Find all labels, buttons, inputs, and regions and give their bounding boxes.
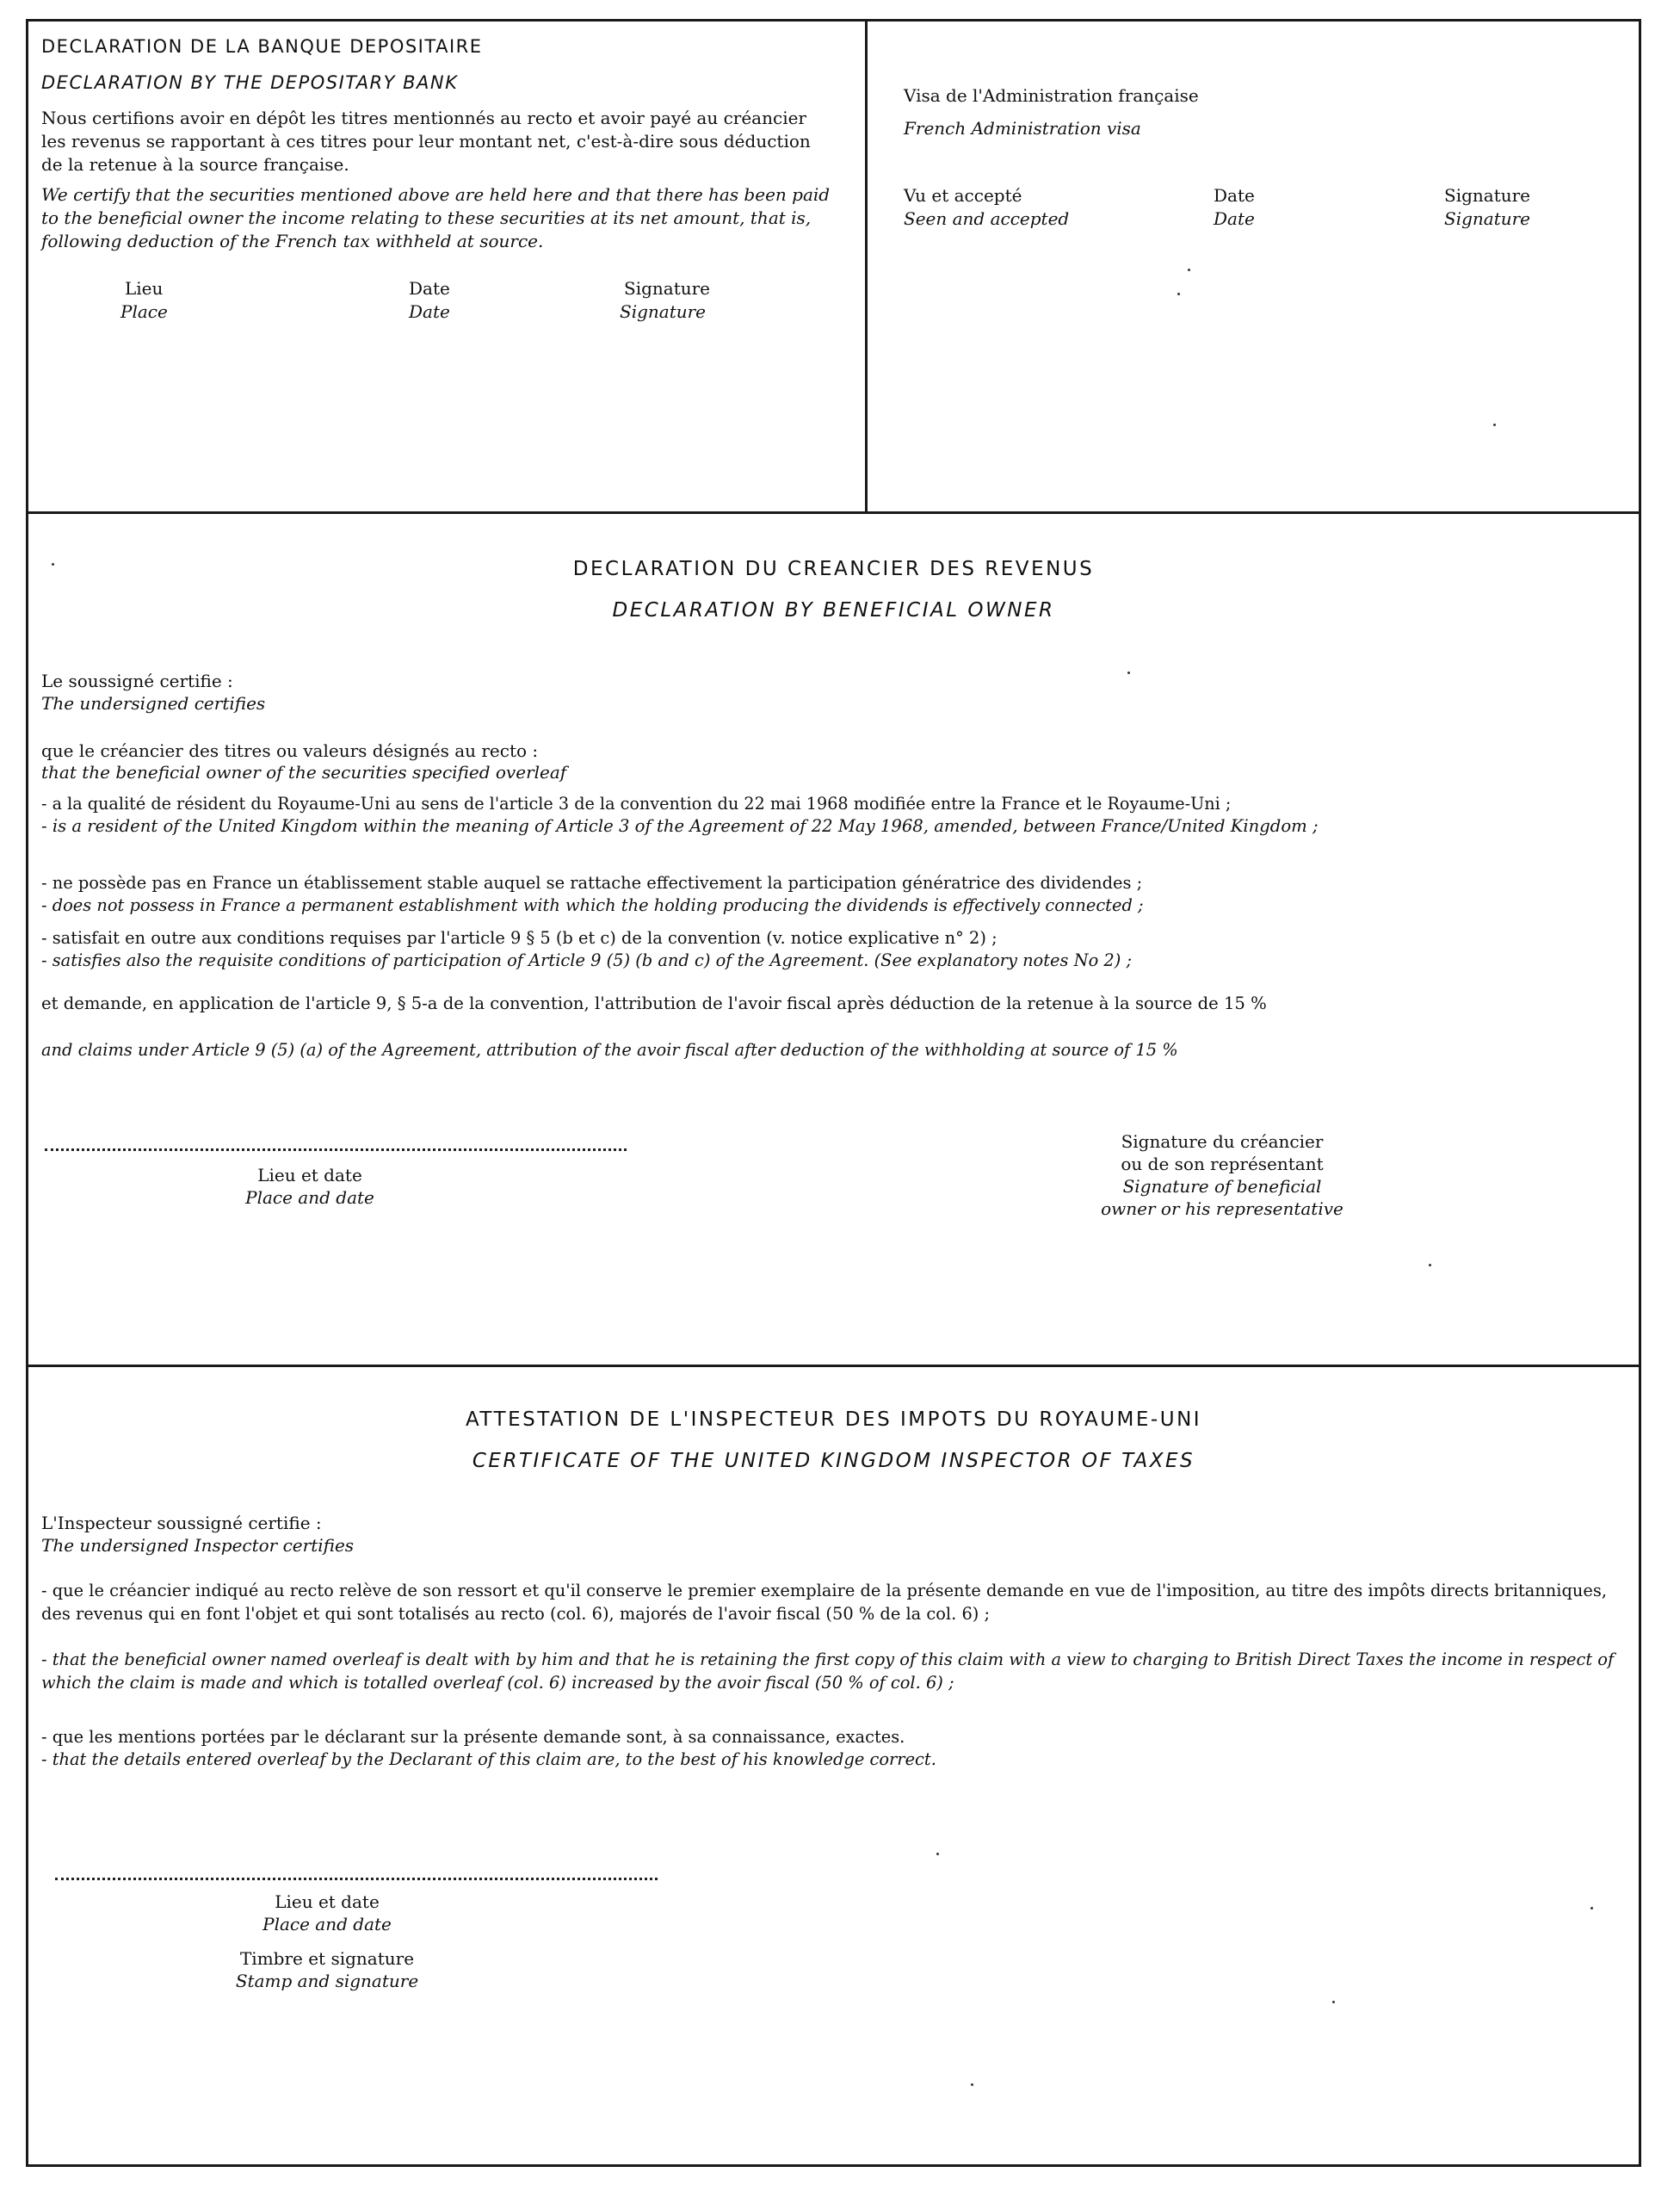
owner-signature-label-fr-1: Signature du créancier [1121, 1131, 1324, 1152]
owner-place-date-line [45, 1148, 627, 1151]
inspector-title-fr: ATTESTATION DE L'INSPECTEUR DES IMPOTS DU ROYAUME-UNI [465, 1408, 1202, 1431]
owner-establishment-clause-en: - does not possess in France a permanent establishment with which the holding producing the dividends is effectively connected ; [41, 895, 1144, 915]
visa-signature-label-fr: Signature [1444, 185, 1531, 206]
section-divider-middle [26, 1365, 1641, 1367]
visa-date-label-fr: Date [1214, 185, 1255, 206]
form-frame [26, 19, 1641, 2167]
owner-title-fr: DECLARATION DU CREANCIER DES REVENUS [572, 558, 1095, 580]
owner-certifies-fr: Le soussigné certifie : [41, 671, 233, 691]
inspector-accuracy-clause-fr: - que les mentions portées par le déclarant sur la présente demande sont, à sa connaissance, exactes. [41, 1727, 905, 1747]
bank-statement-en: We certify that the securities mentioned above are held here and that there has been paid to the beneficial owner the income relating to these securities at its net amount, that is, following deduction of the French tax withheld at source. [41, 184, 831, 251]
visa-date-label-en: Date [1214, 208, 1255, 229]
owner-certifies-en: The undersigned certifies [41, 693, 266, 714]
bank-place-label-en: Place [120, 301, 168, 322]
visa-seen-label-fr: Vu et accepté [904, 185, 1022, 206]
scan-speck [52, 563, 54, 566]
bank-signature-label-fr: Signature [624, 278, 711, 299]
inspector-certifies-fr: L'Inspecteur soussigné certifie : [41, 1513, 322, 1533]
scan-speck [1493, 424, 1496, 426]
inspector-certifies-en: The undersigned Inspector certifies [41, 1535, 355, 1556]
bank-signature-label-en: Signature [620, 301, 707, 322]
inspector-accuracy-clause-en: - that the details entered overleaf by the Declarant of this claim are, to the best of his knowledge correct. [41, 1749, 936, 1769]
scan-speck [1590, 1907, 1593, 1909]
visa-signature-label-en: Signature [1444, 208, 1531, 229]
top-column-divider [865, 19, 868, 512]
scan-speck [936, 1853, 939, 1855]
owner-that-fr: que le créancier des titres ou valeurs désignés au recto : [41, 740, 539, 761]
owner-conditions-clause-fr: - satisfait en outre aux conditions requises par l'article 9 § 5 (b et c) de la convention (v. notice explicative n° 2) ; [41, 928, 998, 948]
inspector-jurisdiction-clause-en: - that the beneficial owner named overleaf is dealt with by him and that he is retaining the first copy of this claim with a view to charging to British Direct Taxes the income in respect of which the claim is made and which is totalled overleaf (col. 6) increased by the avoir fiscal (50 % of col. 6) ; [41, 1649, 1615, 1693]
scan-speck [971, 2083, 973, 2086]
bank-place-label-fr: Lieu [125, 278, 164, 299]
owner-title-en: DECLARATION BY BENEFICIAL OWNER [612, 599, 1055, 622]
visa-seen-label-en: Seen and accepted [904, 208, 1070, 229]
owner-signature-label-en-1: Signature of beneficial [1122, 1176, 1322, 1197]
visa-title-fr: Visa de l'Administration française [904, 85, 1199, 106]
inspector-jurisdiction-clause-fr: - que le créancier indiqué au recto relève de son ressort et qu'il conserve le premier exemplaire de la présente demande en vue de l'imposition, au titre des impôts directs britanniques, des revenus qui en font l'objet et qui sont totalisés au recto (col. 6), majorés de l'avoir fiscal (50 % de la col. 6) ; [41, 1581, 1607, 1624]
owner-that-en: that the beneficial owner of the securities specified overleaf [41, 762, 567, 783]
bank-title-en: DECLARATION BY THE DEPOSITARY BANK [41, 72, 459, 93]
section-divider-top [26, 511, 1641, 514]
inspector-stamp-label-en: Stamp and signature [235, 1971, 419, 1991]
inspector-place-date-line [55, 1878, 658, 1880]
owner-place-date-label-fr: Lieu et date [257, 1165, 362, 1185]
visa-title-en: French Administration visa [904, 118, 1141, 139]
scan-speck [1332, 2001, 1335, 2003]
owner-resident-clause-fr: - a la qualité de résident du Royaume-Uni au sens de l'article 3 de la convention du 22 mai 1968 modifiée entre la France et le Royaume-Uni ; [41, 794, 1232, 814]
owner-resident-clause-en: - is a resident of the United Kingdom within the meaning of Article 3 of the Agreement of 22 May 1968, amended, between France/United Kingdom ; [41, 816, 1319, 836]
owner-place-date-label-en: Place and date [245, 1187, 374, 1208]
scan-speck [1177, 293, 1180, 295]
inspector-place-date-label-fr: Lieu et date [275, 1891, 380, 1912]
bank-title-fr: DECLARATION DE LA BANQUE DEPOSITAIRE [41, 36, 483, 57]
inspector-stamp-label-fr: Timbre et signature [239, 1948, 415, 1969]
bank-date-label-en: Date [409, 301, 450, 322]
owner-claim-en: and claims under Article 9 (5) (a) of the Agreement, attribution of the avoir fiscal after deduction of the withholding at source of 15 % [41, 1040, 1178, 1060]
inspector-title-en: CERTIFICATE OF THE UNITED KINGDOM INSPECTOR OF TAXES [472, 1450, 1195, 1472]
owner-establishment-clause-fr: - ne possède pas en France un établissement stable auquel se rattache effectivement la participation génératrice des dividendes ; [41, 873, 1143, 893]
owner-signature-label-fr-2: ou de son représentant [1121, 1154, 1324, 1174]
owner-claim-fr: et demande, en application de l'article 9, § 5-a de la convention, l'attribution de l'avoir fiscal après déduction de la retenue à la source de 15 % [41, 993, 1267, 1013]
owner-signature-label-en-2: owner or his representative [1101, 1198, 1343, 1219]
inspector-place-date-label-en: Place and date [262, 1914, 392, 1934]
owner-conditions-clause-en: - satisfies also the requisite conditions of participation of Article 9 (5) (b and c) of the Agreement. (See explanatory notes No 2) ; [41, 950, 1133, 970]
scan-speck [1188, 269, 1190, 271]
scan-speck [1429, 1264, 1431, 1266]
bank-date-label-fr: Date [409, 278, 450, 299]
bank-statement-fr: Nous certifions avoir en dépôt les titres mentionnés au recto et avoir payé au créancier les revenus se rapportant à ces titres pour leur montant net, c'est-à-dire sous déduction de la retenue à la source française. [41, 108, 811, 175]
scan-speck [1127, 672, 1130, 674]
